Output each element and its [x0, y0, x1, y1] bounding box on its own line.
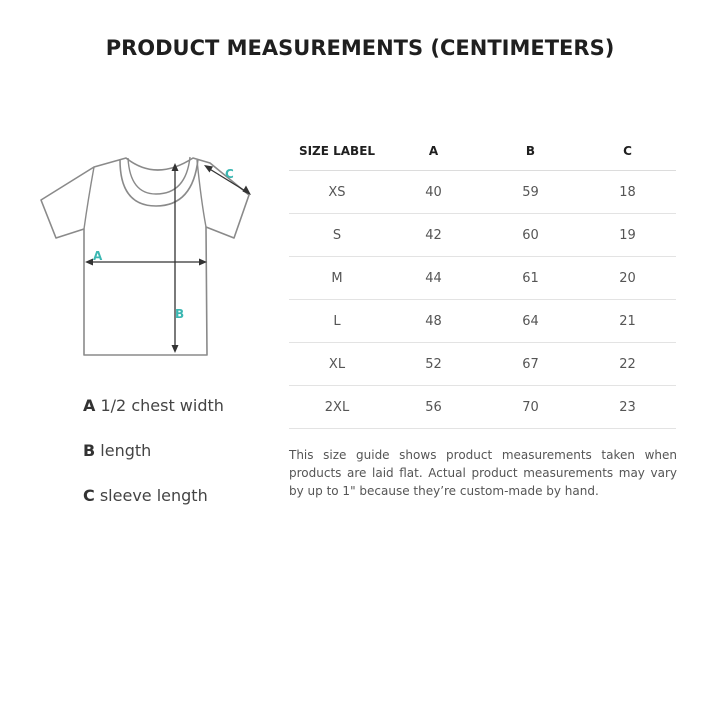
- collar-inner: [128, 157, 190, 194]
- legend-key: A: [83, 396, 96, 415]
- table-cell: 56: [385, 386, 482, 429]
- legend-text: length: [100, 441, 152, 460]
- measurement-legend: [83, 395, 283, 530]
- table-cell: M: [289, 257, 385, 300]
- right-sleeve-seam: [197, 160, 206, 227]
- table-cell: 19: [579, 214, 676, 257]
- table-row: [289, 214, 676, 257]
- collar-outer: [120, 159, 198, 206]
- table-cell: 23: [579, 386, 676, 429]
- column-header: SIZE LABEL: [289, 132, 385, 171]
- table-row: [289, 386, 676, 429]
- column-header: C: [579, 132, 676, 171]
- size-guide-note: This size guide shows product measurements taken when products are laid flat. Actual product measurements may vary by up to 1" because they’re custom-made by hand.: [289, 448, 677, 498]
- label-b: B: [175, 307, 185, 321]
- table-cell: L: [289, 300, 385, 343]
- legend-item-b: [83, 440, 283, 485]
- label-a: A: [93, 249, 103, 263]
- table-cell: 21: [579, 300, 676, 343]
- table-cell: 67: [482, 343, 579, 386]
- tshirt-outline: [41, 158, 249, 355]
- table-cell: 64: [482, 300, 579, 343]
- legend-text: sleeve length: [99, 486, 208, 505]
- table-cell: 22: [579, 343, 676, 386]
- table-cell: 44: [385, 257, 482, 300]
- table-row: [289, 343, 676, 386]
- table-cell: 59: [482, 171, 579, 214]
- table-row: [289, 257, 676, 300]
- table-row: [289, 171, 676, 214]
- table-cell: 61: [482, 257, 579, 300]
- table-cell: 40: [385, 171, 482, 214]
- label-c: C: [225, 167, 234, 181]
- legend-key: C: [83, 486, 95, 505]
- table-header-row: [289, 132, 676, 171]
- table-cell: 20: [579, 257, 676, 300]
- legend-text: 1/2 chest width: [100, 396, 224, 415]
- length-arrow: [172, 163, 179, 353]
- chest-arrow: [85, 259, 207, 266]
- table-cell: XL: [289, 343, 385, 386]
- size-table: [289, 132, 676, 429]
- legend-item-a: [83, 395, 283, 440]
- table-cell: S: [289, 214, 385, 257]
- left-sleeve-seam: [84, 167, 94, 229]
- table-cell: 2XL: [289, 386, 385, 429]
- table-cell: 48: [385, 300, 482, 343]
- legend-key: B: [83, 441, 96, 460]
- legend-item-c: [83, 485, 283, 530]
- table-cell: 42: [385, 214, 482, 257]
- table-row: [289, 300, 676, 343]
- table-cell: 18: [579, 171, 676, 214]
- table-cell: 60: [482, 214, 579, 257]
- table-cell: 52: [385, 343, 482, 386]
- column-header: A: [385, 132, 482, 171]
- table-cell: 70: [482, 386, 579, 429]
- tshirt-diagram: [36, 150, 261, 365]
- table-cell: XS: [289, 171, 385, 214]
- column-header: B: [482, 132, 579, 171]
- page-title: PRODUCT MEASUREMENTS (CENTIMETERS): [105, 36, 615, 60]
